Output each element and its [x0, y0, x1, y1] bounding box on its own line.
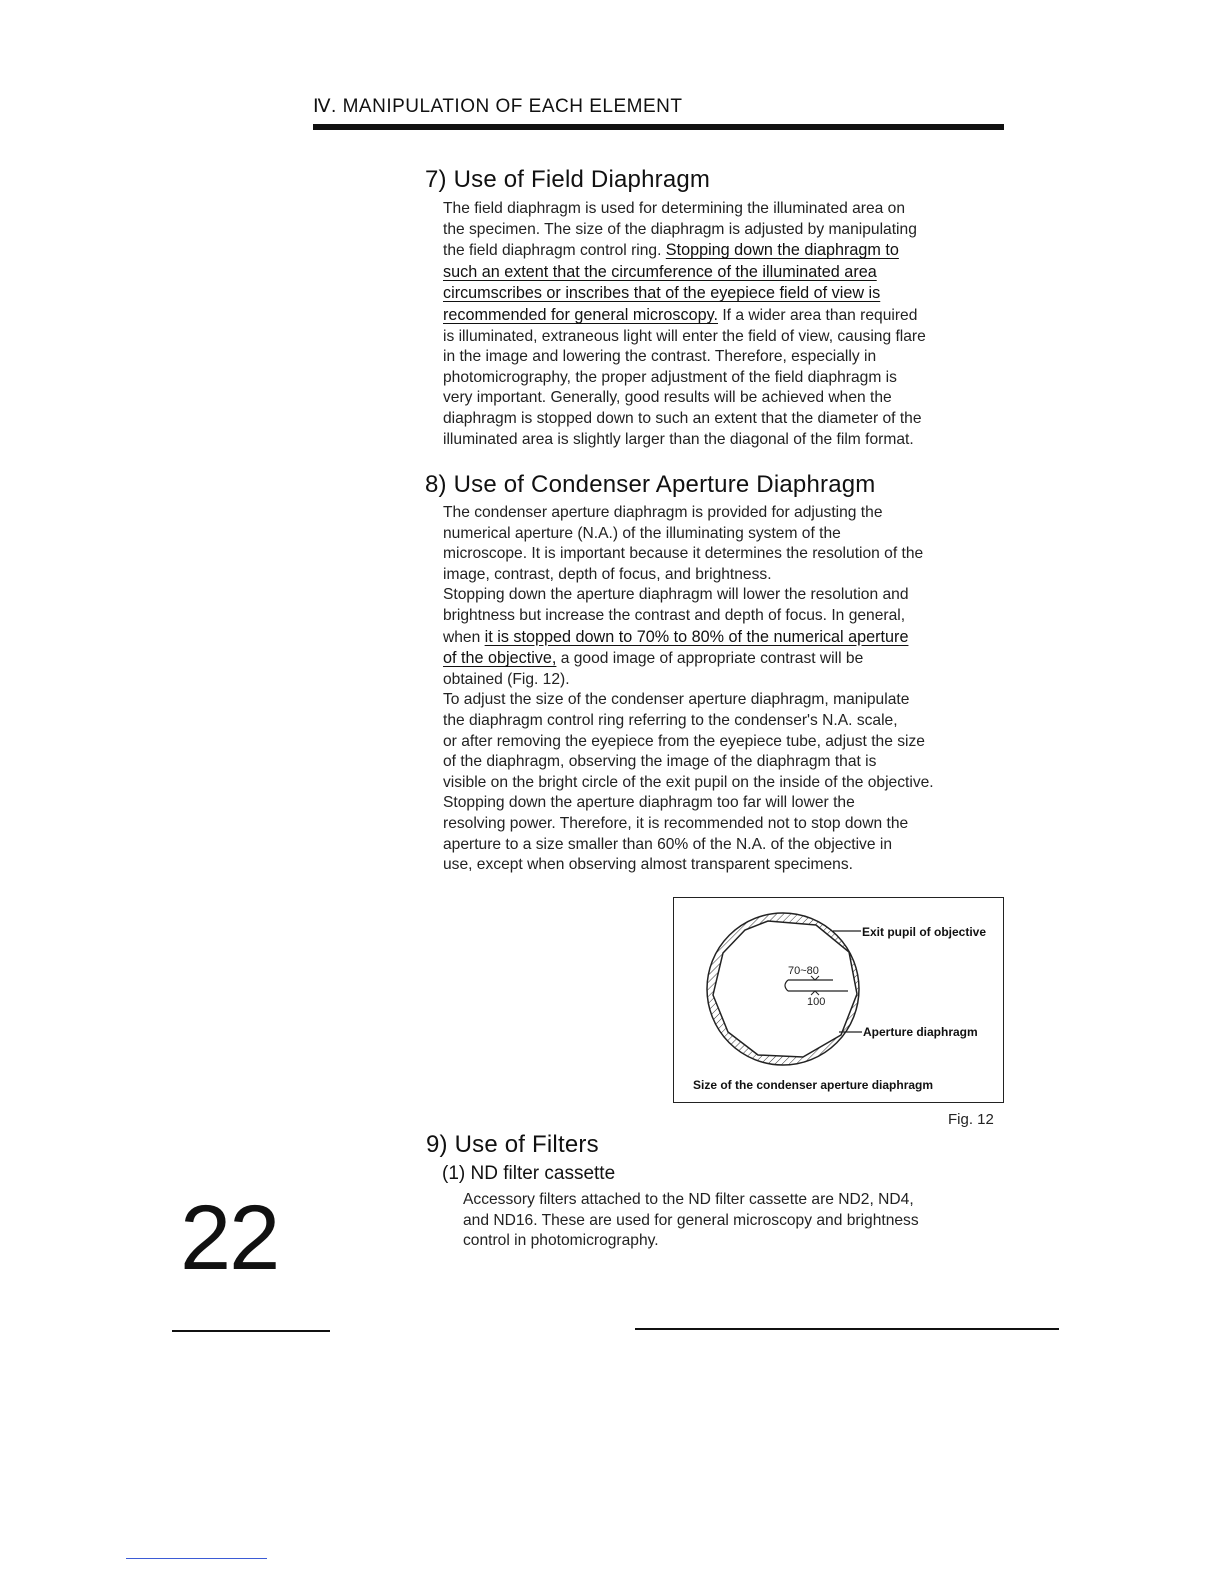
text-line: in the image and lowering the contrast. Therefore, especially in	[443, 348, 877, 366]
aperture-label: Aperture diaphragm	[862, 1024, 978, 1039]
text-line	[443, 305, 1013, 327]
footer-rule-left	[172, 1330, 330, 1332]
figure-caption: Size of the condenser aperture diaphragm	[692, 1077, 933, 1092]
text-line: Accessory filters attached to the ND filter cassette are ND2, ND4,	[463, 1191, 914, 1208]
page-number: 22	[180, 1187, 279, 1289]
text-line: brightness but increase the contrast and depth of focus. In general,	[443, 606, 906, 624]
emphasis-underline: circumscribes or inscribes that of the eyepiece field of view is	[443, 284, 881, 303]
section-8-body	[443, 503, 1013, 876]
text-line	[443, 648, 1013, 670]
chapter-heading: Ⅳ. MANIPULATION OF EACH ELEMENT	[313, 96, 683, 117]
text-line: image, contrast, depth of focus, and brightness.	[443, 565, 772, 583]
text-line: To adjust the size of the condenser aperture diaphragm, manipulate	[443, 691, 910, 709]
text-line: of the diaphragm, observing the image of the diaphragm that is	[443, 753, 877, 771]
aperture-diaphragm-polygon	[713, 921, 857, 1057]
text-segment: the field diaphragm control ring.	[443, 242, 662, 260]
figure-12-box	[673, 897, 1004, 1103]
text-line	[443, 283, 1013, 305]
text-line: or after removing the eyepiece from the eyepiece tube, adjust the size	[443, 732, 925, 750]
section-9-title: 9) Use of Filters	[426, 1131, 599, 1158]
text-line: microscope. It is important because it determines the resolution of the	[443, 545, 924, 563]
text-line: aperture to a size smaller than 60% of the N.A. of the objective in	[443, 835, 892, 853]
text-line: the diaphragm control ring referring to the condenser's N.A. scale,	[443, 711, 898, 729]
text-line: the specimen. The size of the diaphragm is adjusted by manipulating	[443, 220, 917, 238]
section-7-body	[443, 199, 1013, 450]
text-line: Stopping down the aperture diaphragm will lower the resolution and	[443, 586, 909, 604]
exit-pupil-label: Exit pupil of objective	[861, 924, 986, 939]
text-line: use, except when observing almost transparent specimens.	[443, 856, 853, 874]
emphasis-underline: recommended for general microscopy.	[443, 305, 719, 324]
text-line	[443, 262, 1013, 284]
text-line: very important. Generally, good results will be achieved when the	[443, 389, 892, 407]
text-line: illuminated area is slightly larger than the diagonal of the film format.	[443, 430, 914, 448]
aperture-diagram	[673, 897, 1004, 1103]
emphasis-underline: of the objective,	[443, 649, 557, 668]
text-line: visible on the bright circle of the exit pupil on the inside of the objective.	[443, 773, 934, 791]
footer-rule-right	[635, 1328, 1059, 1330]
text-line: diaphragm is stopped down to such an extent that the diameter of the	[443, 409, 922, 427]
text-line: The field diaphragm is used for determining the illuminated area on	[443, 200, 906, 217]
emphasis-underline: it is stopped down to 70% to 80% of the numerical aperture	[484, 627, 909, 646]
scale-top-label: 70~80	[787, 964, 819, 977]
figure-number: Fig. 12	[948, 1111, 994, 1128]
footer-link-line	[126, 1558, 267, 1559]
text-line: The condenser aperture diaphragm is provided for adjusting the	[443, 504, 883, 521]
text-line	[443, 627, 1013, 649]
text-line: Stopping down the aperture diaphragm too far will lower the	[443, 794, 855, 812]
text-line: photomicrography, the proper adjustment of the field diaphragm is	[443, 368, 897, 386]
emphasis-underline: such an extent that the circumference of the illuminated area	[443, 262, 877, 281]
text-segment: If a wider area than required	[718, 306, 918, 324]
scale-bottom-label: 100	[806, 995, 825, 1008]
text-line: control in photomicrography.	[463, 1232, 659, 1250]
text-segment: a good image of appropriate contrast will be	[556, 650, 864, 668]
section-9-subtitle: (1) ND filter cassette	[442, 1163, 616, 1184]
text-line: obtained (Fig. 12).	[443, 670, 570, 688]
text-segment: when	[443, 628, 485, 646]
text-line: numerical aperture (N.A.) of the illuminating system of the	[443, 524, 841, 542]
section-8-title: 8) Use of Condenser Aperture Diaphragm	[425, 471, 876, 498]
text-line: and ND16. These are used for general microscopy and brightness	[463, 1211, 919, 1229]
header-rule	[313, 124, 1004, 130]
text-line: resolving power. Therefore, it is recommended not to stop down the	[443, 814, 909, 832]
text-line: is illuminated, extraneous light will enter the field of view, causing flare	[443, 327, 926, 345]
section-9-body	[463, 1190, 1023, 1252]
section-7-title: 7) Use of Field Diaphragm	[425, 166, 711, 193]
text-line	[443, 240, 1013, 262]
emphasis-underline: Stopping down the diaphragm to	[665, 241, 899, 260]
